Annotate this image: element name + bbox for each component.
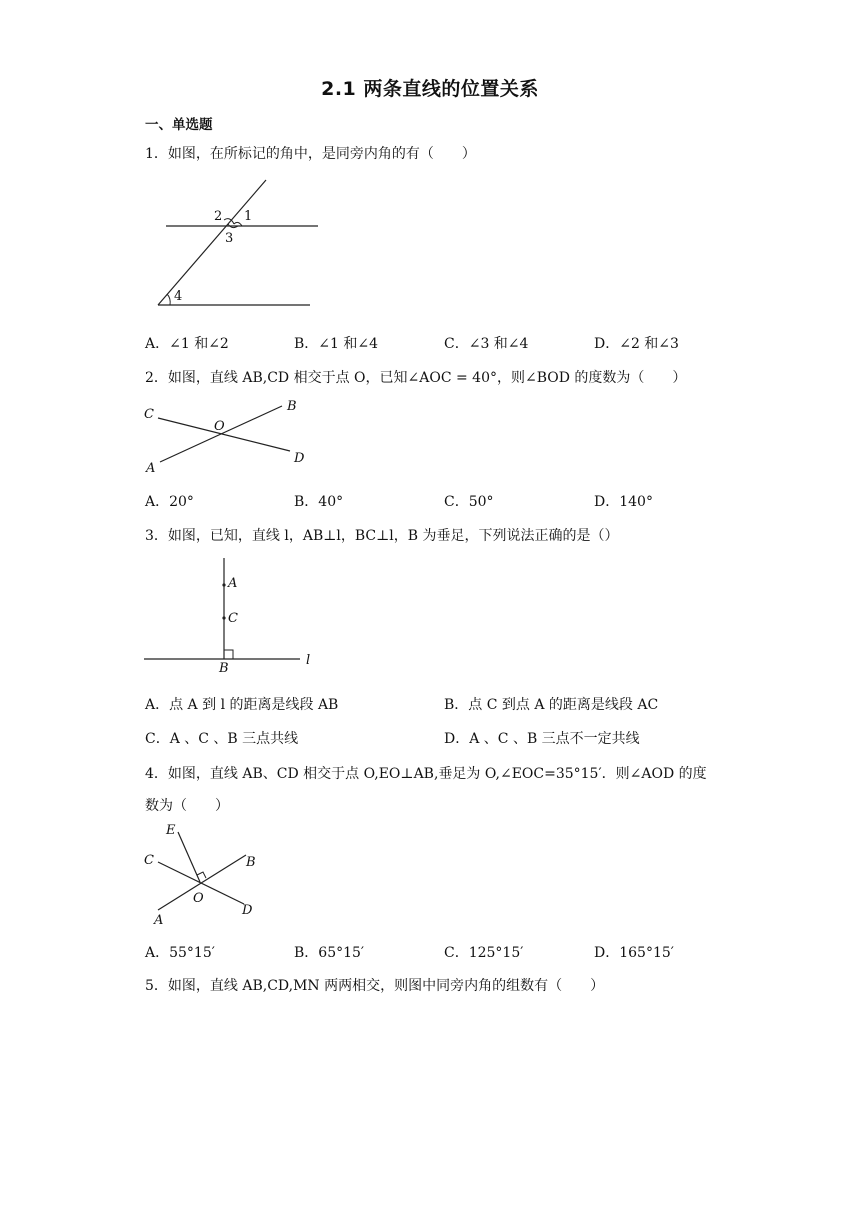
question-4-option-d: D．165°15′ [594, 945, 674, 961]
question-4-option-a: A．55°15′ [145, 945, 215, 961]
q1-label-4: 4 [174, 289, 183, 304]
question-1-option-a: A．∠1 和∠2 [145, 336, 229, 352]
question-4-figure [140, 820, 270, 926]
q4-label-e: E [166, 823, 176, 838]
question-2-figure [140, 396, 320, 478]
q4-label-o: O [193, 891, 204, 906]
question-2-option-c: C．50° [444, 494, 494, 510]
question-1-option-b: B．∠1 和∠4 [294, 336, 379, 352]
question-3-stem: 3．如图，已知，直线 l，AB⊥l，BC⊥l，B 为垂足，下列说法正确的是（） [145, 528, 619, 544]
question-3-option-a: A．点 A 到 l 的距离是线段 AB [145, 697, 339, 713]
q3-label-a: A [228, 576, 238, 591]
question-1-stem: 1．如图，在所标记的角中，是同旁内角的有（ ） [145, 146, 476, 162]
page-title: 2.1 两条直线的位置关系 [321, 78, 539, 100]
q1-label-1: 1 [244, 209, 253, 224]
question-3-figure [140, 556, 330, 674]
q2-label-a: A [146, 461, 156, 476]
q3-label-b: B [219, 661, 229, 674]
question-2-option-a: A．20° [145, 494, 194, 510]
question-1-figure [150, 176, 330, 312]
question-3-option-b: B．点 C 到点 A 的距离是线段 AC [444, 697, 659, 713]
q4-label-c: C [144, 853, 154, 868]
question-4-stem-line-2: 数为（ ） [145, 798, 229, 814]
q2-label-b: B [287, 399, 297, 414]
q3-label-l: l [306, 653, 311, 668]
question-3-option-d: D．A 、C 、B 三点不一定共线 [444, 731, 640, 747]
q2-label-d: D [294, 451, 305, 466]
question-4-option-c: C．125°15′ [444, 945, 524, 961]
q1-label-3: 3 [225, 231, 234, 246]
question-4-stem-line-1: 4．如图，直线 AB、CD 相交于点 O,EO⊥AB,垂足为 O,∠EOC=35°15′．则∠AOD 的度 [145, 766, 707, 782]
question-1-option-c: C．∠3 和∠4 [444, 336, 529, 352]
q3-label-c: C [228, 611, 238, 626]
question-5-stem: 5．如图，直线 AB,CD,MN 两两相交，则图中同旁内角的组数有（ ） [145, 978, 605, 994]
q4-label-b: B [246, 855, 256, 870]
question-3-option-c: C．A 、C 、B 三点共线 [145, 731, 299, 747]
q2-label-c: C [144, 407, 154, 422]
section-heading: 一、单选题 [145, 117, 213, 133]
question-2-stem: 2．如图，直线 AB,CD 相交于点 O，已知∠AOC = 40°，则∠BOD 的度数为（ ） [145, 370, 687, 386]
q2-label-o: O [214, 419, 225, 434]
question-4-option-b: B．65°15′ [294, 945, 365, 961]
q4-label-a: A [154, 913, 164, 926]
question-1-option-d: D．∠2 和∠3 [594, 336, 679, 352]
q1-label-2: 2 [214, 209, 223, 224]
question-2-option-b: B．40° [294, 494, 344, 510]
q4-label-d: D [242, 903, 253, 918]
question-2-option-d: D．140° [594, 494, 653, 510]
